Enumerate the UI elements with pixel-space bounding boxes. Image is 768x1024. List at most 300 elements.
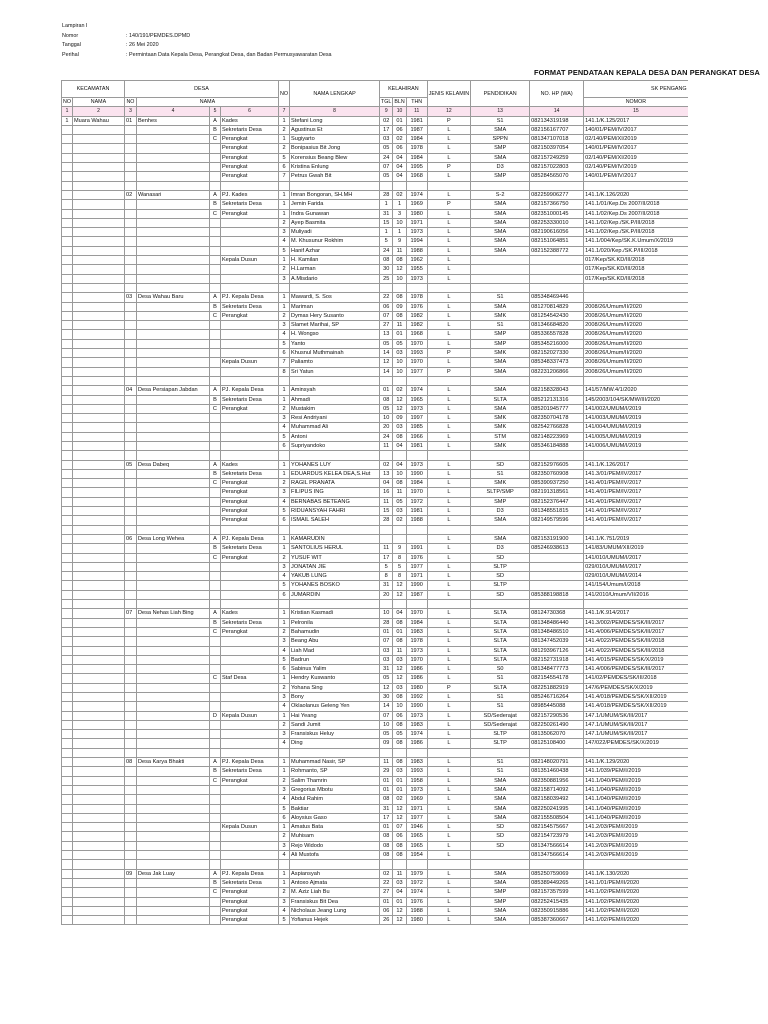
cell-bln: 04 — [393, 888, 406, 897]
empty-cell — [62, 600, 73, 609]
cell-sk: 140/01/PEM/IV/2017 — [584, 125, 688, 134]
cell-nama: Fransiskus Heluy — [290, 730, 380, 739]
cell-kec-no — [62, 841, 73, 850]
cell-desa-no — [124, 711, 136, 720]
cell-no: 1 — [278, 823, 289, 832]
cell-kec — [72, 256, 124, 265]
cell-no: 5 — [278, 655, 289, 664]
cell-nama: Ali Mustofa — [290, 851, 380, 860]
cell-kec-no — [62, 479, 73, 488]
cell-jab — [220, 218, 278, 227]
empty-cell — [427, 451, 470, 460]
cell-tgl: 24 — [380, 246, 393, 255]
cell-kec-no — [62, 358, 73, 367]
cell-sk: 2008/26/Umum/II/2020 — [584, 349, 688, 358]
cell-desa-no — [124, 739, 136, 748]
document-title: FORMAT PENDATAAN KEPALA DESA DAN PERANGKAT DESA — [533, 68, 760, 77]
cell-desa — [136, 897, 209, 906]
cell-sk: 141.4/015/PEMDES/SK/X/2019 — [584, 655, 688, 664]
cell-sk: 2008/26/Umum/II/2020 — [584, 358, 688, 367]
cell-desa — [136, 339, 209, 348]
cell-nama: Salim Thamrin — [290, 776, 380, 785]
cell-code — [209, 516, 220, 525]
cell-jk: L — [427, 246, 470, 255]
cell-desa-no — [124, 674, 136, 683]
cell-hp: 081348486510 — [530, 627, 584, 636]
cell-kec — [72, 358, 124, 367]
cell-jab — [220, 720, 278, 729]
cell-bln: 12 — [393, 906, 406, 915]
cell-nama: Jemin Farida — [290, 200, 380, 209]
cell-thn: 1968 — [406, 172, 427, 181]
column-index: 13 — [471, 107, 530, 116]
cell-kec-no — [62, 637, 73, 646]
cell-jk: P — [427, 116, 470, 125]
cell-desa — [136, 553, 209, 562]
cell-kec-no — [62, 906, 73, 915]
cell-jab — [220, 562, 278, 571]
cell-nama: Rohmanto, SP — [290, 767, 380, 776]
empty-cell — [136, 283, 209, 292]
cell-pend: SMK — [471, 441, 530, 450]
cell-kec-no — [62, 711, 73, 720]
cell-no: 2 — [278, 265, 289, 274]
cell-desa-no — [124, 311, 136, 320]
cell-pend: SMA — [471, 916, 530, 925]
cell-nama: Sandi Jumit — [290, 720, 380, 729]
cell-bln: 04 — [393, 163, 406, 172]
cell-nama: Bonipasius Bit Jong — [290, 144, 380, 153]
empty-cell — [471, 860, 530, 869]
cell-kec — [72, 246, 124, 255]
cell-hp: 081348486440 — [530, 618, 584, 627]
empty-cell — [62, 376, 73, 385]
cell-jab: Sekretaris Desa — [220, 878, 278, 887]
cell-jab — [220, 265, 278, 274]
cell-thn: 1946 — [406, 823, 427, 832]
cell-jk: L — [427, 237, 470, 246]
table-row — [62, 135, 688, 144]
cell-hp — [530, 265, 584, 274]
cell-no: 3 — [278, 488, 289, 497]
empty-cell — [380, 525, 393, 534]
cell-hp: 082152731918 — [530, 655, 584, 664]
cell-kec: Muara Wahau — [72, 116, 124, 125]
cell-bln: 08 — [393, 693, 406, 702]
cell-code — [209, 906, 220, 915]
cell-jk: L — [427, 897, 470, 906]
cell-jab — [220, 795, 278, 804]
cell-jk: L — [427, 479, 470, 488]
cell-no: 5 — [278, 153, 289, 162]
cell-code: C — [209, 311, 220, 320]
table-row — [62, 878, 688, 887]
cell-jk: L — [427, 125, 470, 134]
cell-kec — [72, 758, 124, 767]
cell-bln: 08 — [393, 851, 406, 860]
cell-pend: SMA — [471, 209, 530, 218]
cell-code — [209, 497, 220, 506]
table-row — [62, 804, 688, 813]
cell-jab: Staf Desa — [220, 674, 278, 683]
letter-key: Lampiran I — [62, 23, 88, 29]
cell-kec-no — [62, 813, 73, 822]
empty-cell — [209, 525, 220, 534]
cell-jk: L — [427, 739, 470, 748]
cell-code: B — [209, 544, 220, 553]
cell-pend: S-2 — [471, 190, 530, 199]
cell-jab: Perangkat — [220, 627, 278, 636]
cell-kec-no — [62, 702, 73, 711]
cell-jab: Sekretaris Desa — [220, 395, 278, 404]
cell-desa — [136, 125, 209, 134]
cell-kec — [72, 339, 124, 348]
cell-desa-no — [124, 906, 136, 915]
cell-nama: Sabinus Yalim — [290, 665, 380, 674]
cell-code: A — [209, 609, 220, 618]
cell-desa — [136, 423, 209, 432]
cell-desa — [136, 441, 209, 450]
cell-code — [209, 228, 220, 237]
cell-kec — [72, 423, 124, 432]
cell-nama: Yofianus Hejek — [290, 916, 380, 925]
cell-jab — [220, 321, 278, 330]
empty-cell — [471, 181, 530, 190]
cell-code: B — [209, 200, 220, 209]
cell-pend: SMA — [471, 404, 530, 413]
cell-pend: SD/Sederajat — [471, 720, 530, 729]
cell-hp: 085389449265 — [530, 878, 584, 887]
cell-code — [209, 730, 220, 739]
table-row — [62, 730, 688, 739]
cell-no: 6 — [278, 590, 289, 599]
column-index: 7 — [278, 107, 289, 116]
cell-desa-no — [124, 655, 136, 664]
cell-tgl: 11 — [380, 497, 393, 506]
cell-tgl: 11 — [380, 758, 393, 767]
cell-bln: 09 — [393, 414, 406, 423]
empty-cell — [584, 600, 688, 609]
cell-hp: 085284565070 — [530, 172, 584, 181]
cell-sk: 141.4/01/PEM/IV/2017 — [584, 507, 688, 516]
cell-no: 4 — [278, 646, 289, 655]
cell-hp: 081348477773 — [530, 665, 584, 674]
cell-jk: L — [427, 386, 470, 395]
cell-bln: 10 — [393, 702, 406, 711]
cell-desa — [136, 144, 209, 153]
cell-sk: 017/Kep/SK.KD/III/2018 — [584, 256, 688, 265]
cell-jk: L — [427, 572, 470, 581]
cell-jk: L — [427, 209, 470, 218]
cell-desa-no: 03 — [124, 293, 136, 302]
cell-desa — [136, 665, 209, 674]
cell-bln: 08 — [393, 256, 406, 265]
column-index: 10 — [393, 107, 406, 116]
spacer-row — [62, 748, 688, 757]
cell-sk: 141.1/040/PEM/I/2019 — [584, 795, 688, 804]
cell-nama: Muliyadi — [290, 228, 380, 237]
cell-tgl: 29 — [380, 767, 393, 776]
cell-no: 1 — [278, 878, 289, 887]
empty-cell — [278, 181, 289, 190]
empty-cell — [136, 181, 209, 190]
cell-kec — [72, 534, 124, 543]
cell-pend: SLTA — [471, 609, 530, 618]
letter-key: Tanggal — [62, 42, 81, 49]
cell-jab — [220, 813, 278, 822]
cell-kec — [72, 190, 124, 199]
cell-jk: L — [427, 534, 470, 543]
cell-nama: Yanto — [290, 339, 380, 348]
cell-sk: 141.1/02/PEM/II/2020 — [584, 906, 688, 915]
column-index: 9 — [380, 107, 393, 116]
cell-tgl: 05 — [380, 172, 393, 181]
cell-kec-no — [62, 497, 73, 506]
cell-kec-no — [62, 302, 73, 311]
cell-tgl: 03 — [380, 135, 393, 144]
cell-jk: L — [427, 674, 470, 683]
cell-tgl: 06 — [380, 906, 393, 915]
cell-sk — [584, 293, 688, 302]
cell-pend: SMA — [471, 813, 530, 822]
cell-desa — [136, 674, 209, 683]
cell-sk: 141/004/UMUM/I/2019 — [584, 423, 688, 432]
cell-jab: PJ. Kepala Desa — [220, 386, 278, 395]
cell-thn: 1971 — [406, 572, 427, 581]
cell-kec — [72, 302, 124, 311]
header-no-desa: NO — [124, 98, 136, 107]
cell-kec — [72, 218, 124, 227]
cell-sk: 141.1/004/Kep/SK.K.Umum/X/2019 — [584, 237, 688, 246]
cell-jab — [220, 441, 278, 450]
cell-jk: L — [427, 869, 470, 878]
empty-cell — [471, 376, 530, 385]
cell-pend: SMA — [471, 906, 530, 915]
cell-thn: 1988 — [406, 906, 427, 915]
cell-thn — [406, 534, 427, 543]
cell-desa — [136, 637, 209, 646]
empty-cell — [136, 525, 209, 534]
cell-pend: SMA — [471, 367, 530, 376]
cell-pend: SLTA — [471, 618, 530, 627]
cell-nama: Nicholaus Jeang Lung — [290, 906, 380, 915]
table-row — [62, 674, 688, 683]
cell-no: 1 — [278, 674, 289, 683]
cell-jk: L — [427, 665, 470, 674]
cell-hp: 082148020791 — [530, 758, 584, 767]
cell-code — [209, 739, 220, 748]
cell-sk: 141.1/040/PEM/I/2019 — [584, 785, 688, 794]
cell-desa: Benhes — [136, 116, 209, 125]
cell-nama: SANTOLIUS HERUL — [290, 544, 380, 553]
cell-nama: Stefani Long — [290, 116, 380, 125]
cell-desa — [136, 906, 209, 915]
cell-desa-no — [124, 553, 136, 562]
table-row — [62, 590, 688, 599]
cell-bln: 08 — [393, 293, 406, 302]
cell-hp: 082155508504 — [530, 813, 584, 822]
empty-cell — [220, 748, 278, 757]
letter-value: : 26 Mei 2020 — [126, 42, 159, 49]
cell-bln: 08 — [393, 841, 406, 850]
cell-thn: 1988 — [406, 246, 427, 255]
cell-desa-no — [124, 321, 136, 330]
cell-pend: S1 — [471, 702, 530, 711]
cell-kec — [72, 813, 124, 822]
cell-no: 1 — [278, 544, 289, 553]
table-row — [62, 172, 688, 181]
cell-jk: L — [427, 720, 470, 729]
cell-thn: 1986 — [406, 674, 427, 683]
cell-desa — [136, 562, 209, 571]
cell-no: 4 — [278, 739, 289, 748]
empty-cell — [209, 748, 220, 757]
table-row — [62, 441, 688, 450]
cell-nama: Slamet Marihai, SP — [290, 321, 380, 330]
table-row — [62, 144, 688, 153]
cell-sk: 147.1/UMUM/SK/III/2017 — [584, 711, 688, 720]
cell-kec — [72, 172, 124, 181]
cell-thn: 1976 — [406, 302, 427, 311]
cell-no: 5 — [278, 246, 289, 255]
empty-cell — [530, 451, 584, 460]
cell-desa-no — [124, 404, 136, 413]
cell-code — [209, 702, 220, 711]
cell-no: 2 — [278, 125, 289, 134]
cell-sk: 141.4/01/PEM/IV/2017 — [584, 497, 688, 506]
cell-code — [209, 590, 220, 599]
header-nama-lengkap: NAMA LENGKAP — [290, 81, 380, 107]
cell-desa — [136, 404, 209, 413]
cell-jab — [220, 572, 278, 581]
cell-hp: 085246716264 — [530, 693, 584, 702]
empty-cell — [278, 451, 289, 460]
cell-code — [209, 804, 220, 813]
cell-no: 1 — [278, 209, 289, 218]
cell-thn: 1973 — [406, 228, 427, 237]
cell-desa-no: 08 — [124, 758, 136, 767]
cell-kec-no — [62, 488, 73, 497]
empty-cell — [136, 376, 209, 385]
cell-bln: 12 — [393, 590, 406, 599]
empty-cell — [278, 376, 289, 385]
cell-kec — [72, 776, 124, 785]
table-row — [62, 190, 688, 199]
cell-bln: 12 — [393, 404, 406, 413]
table-row — [62, 841, 688, 850]
cell-jab: Kades — [220, 460, 278, 469]
cell-sk: 141.1/K.751/2019 — [584, 534, 688, 543]
header-kelahiran: KELAHIRAN — [380, 81, 428, 98]
empty-cell — [278, 600, 289, 609]
cell-nama: Agustinus Et — [290, 125, 380, 134]
cell-desa-no — [124, 916, 136, 925]
cell-hp: 082156167707 — [530, 125, 584, 134]
cell-kec-no — [62, 311, 73, 320]
cell-tgl: 05 — [380, 730, 393, 739]
cell-kec-no — [62, 665, 73, 674]
cell-code — [209, 655, 220, 664]
header-nama-kecamatan: NAMA — [72, 98, 124, 107]
cell-kec-no — [62, 758, 73, 767]
cell-nama: Sugiyarto — [290, 135, 380, 144]
cell-jk: L — [427, 172, 470, 181]
column-index: 5 — [209, 107, 220, 116]
cell-hp: 082350704178 — [530, 414, 584, 423]
cell-code: A — [209, 460, 220, 469]
cell-desa-no — [124, 469, 136, 478]
cell-desa-no — [124, 637, 136, 646]
cell-tgl: 08 — [380, 795, 393, 804]
cell-sk: 147.1/UMUM/SK/III/2017 — [584, 730, 688, 739]
table-row — [62, 711, 688, 720]
cell-desa-no — [124, 618, 136, 627]
cell-sk: 141.3/01/PEM/IV/2017 — [584, 469, 688, 478]
cell-kec-no — [62, 776, 73, 785]
column-index: 11 — [406, 107, 427, 116]
empty-cell — [72, 283, 124, 292]
cell-tgl: 03 — [380, 655, 393, 664]
cell-code: B — [209, 395, 220, 404]
cell-sk: 141.1/01/PEM/II/2020 — [584, 878, 688, 887]
empty-cell — [584, 376, 688, 385]
table-row — [62, 488, 688, 497]
empty-cell — [278, 860, 289, 869]
cell-jk: L — [427, 804, 470, 813]
cell-jk: L — [427, 711, 470, 720]
cell-code: C — [209, 404, 220, 413]
cell-sk: 141/57/MW.4/1/2020 — [584, 386, 688, 395]
cell-jk: L — [427, 544, 470, 553]
cell-hp: 082149579596 — [530, 516, 584, 525]
table-row — [62, 209, 688, 218]
cell-kec — [72, 386, 124, 395]
cell-desa — [136, 767, 209, 776]
cell-no: 3 — [278, 321, 289, 330]
header-jenis-kelamin: JENIS KELAMIN — [427, 81, 470, 107]
cell-hp: 082154575667 — [530, 823, 584, 832]
cell-no: 5 — [278, 432, 289, 441]
cell-thn: 1979 — [406, 869, 427, 878]
cell-thn: 1969 — [406, 200, 427, 209]
cell-kec-no — [62, 553, 73, 562]
cell-jk: L — [427, 414, 470, 423]
header-pendidikan: PENDIDIKAN — [471, 81, 530, 107]
header-no-kecamatan: NO — [63, 99, 71, 105]
empty-cell — [406, 525, 427, 534]
cell-thn: 1970 — [406, 488, 427, 497]
cell-bln: 3 — [393, 209, 406, 218]
cell-kec-no — [62, 190, 73, 199]
cell-desa — [136, 302, 209, 311]
cell-kec-no: 1 — [62, 116, 73, 125]
cell-tgl: 15 — [380, 507, 393, 516]
cell-pend: SMA — [471, 785, 530, 794]
cell-jab: Perangkat — [220, 906, 278, 915]
cell-jab — [220, 841, 278, 850]
spacer-row — [62, 600, 688, 609]
empty-cell — [393, 376, 406, 385]
cell-sk: 141.1/039/PEM/I/2019 — [584, 767, 688, 776]
cell-desa-no — [124, 776, 136, 785]
cell-bln: 08 — [393, 432, 406, 441]
cell-bln: 02 — [393, 135, 406, 144]
cell-tgl: 27 — [380, 321, 393, 330]
cell-sk: 141/005/UMUM/I/2019 — [584, 432, 688, 441]
cell-thn: 1980 — [406, 916, 427, 925]
cell-jk: L — [427, 497, 470, 506]
cell-pend: SMP — [471, 339, 530, 348]
